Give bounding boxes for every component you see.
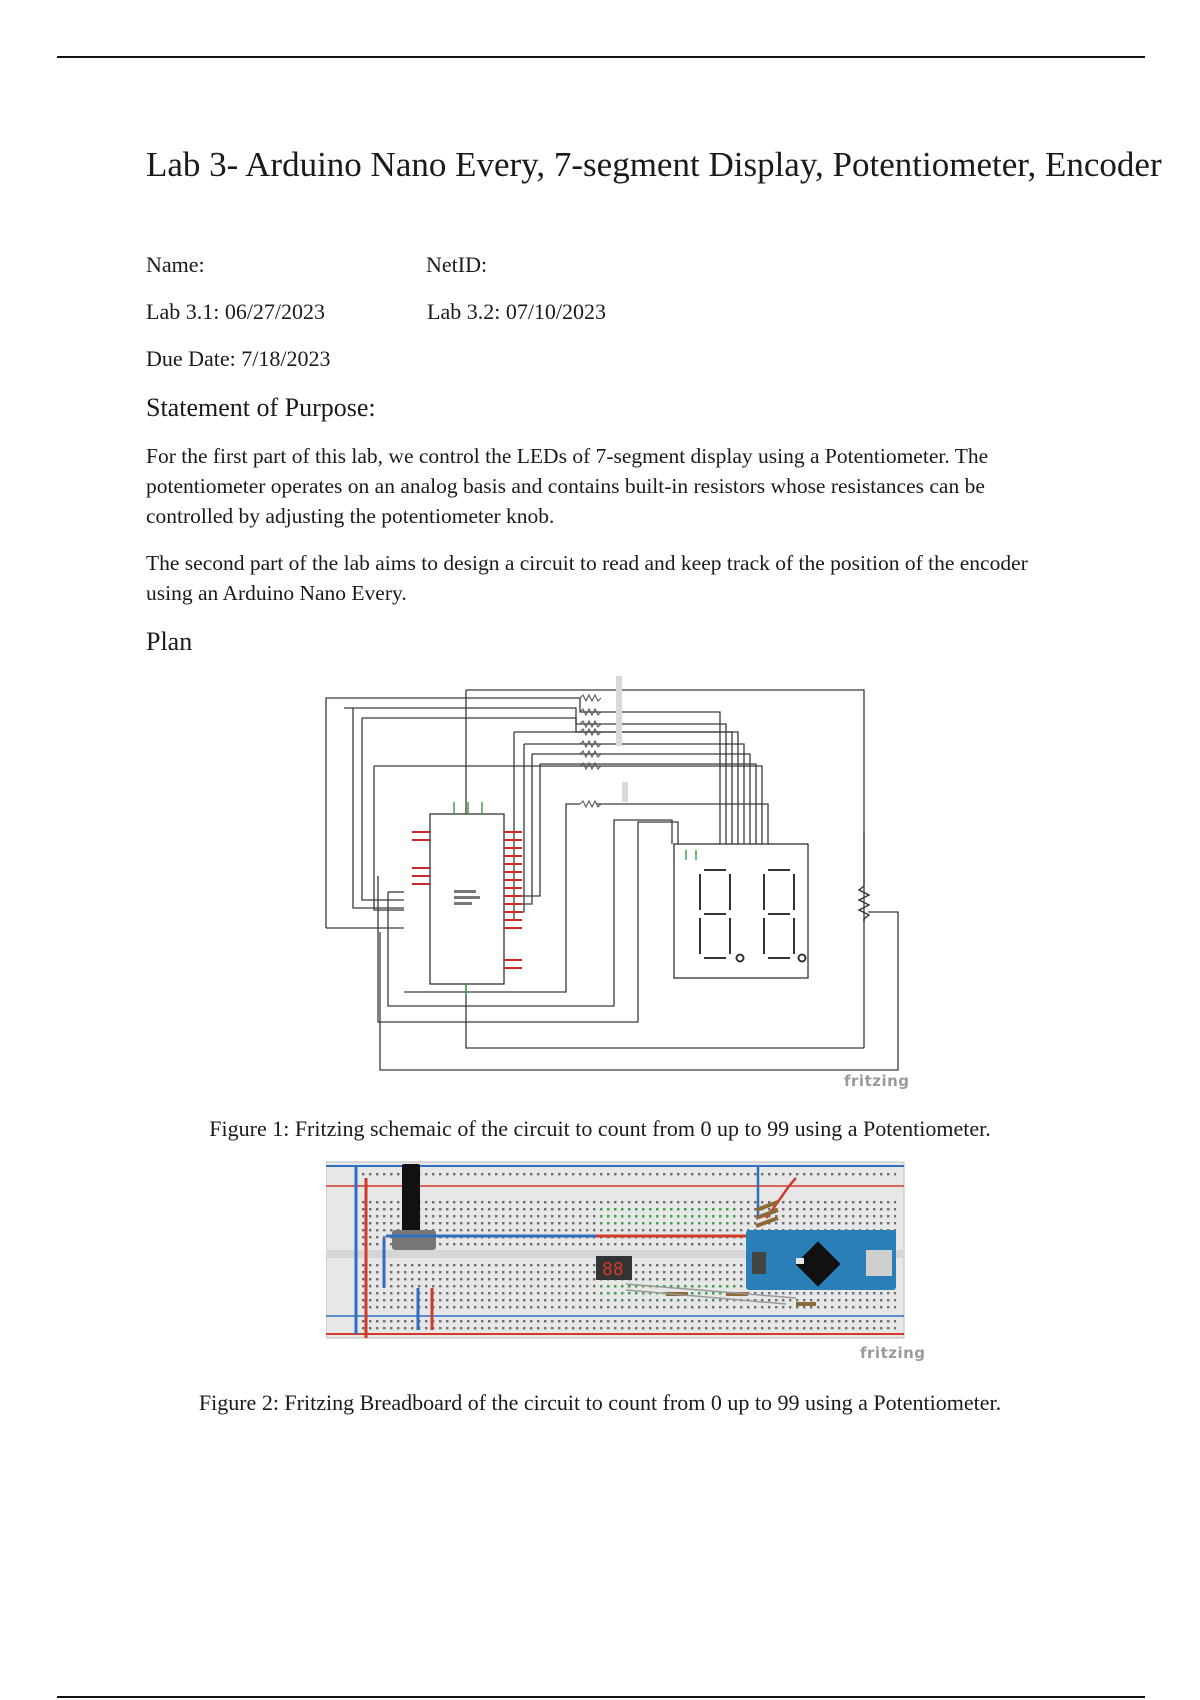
top-rule <box>57 56 1145 58</box>
plan-heading: Plan <box>146 627 193 656</box>
breadboard-diagram <box>326 1158 906 1348</box>
lab31-date: Lab 3.1: 06/27/2023 <box>146 299 326 324</box>
breadboard-watermark: fritzing <box>860 1344 926 1362</box>
bottom-rule <box>57 1696 1145 1698</box>
document-title: Lab 3- Arduino Nano Every, 7-segment Display, Potentiometer, Encoder <box>146 145 1162 184</box>
svg-text:88: 88 <box>602 1259 624 1280</box>
netid-label: NetID: <box>426 252 488 277</box>
purpose-heading: Statement of Purpose: <box>146 393 376 422</box>
schematic-watermark: fritzing <box>844 1072 910 1090</box>
purpose-paragraph-1: For the first part of this lab, we control the LEDs of 7-segment display using a Potentiometer. The potentiometer operates on an analog basis and contains built-in resistors whose resistances can be controlled by adjusting the potentiometer knob. <box>146 444 989 528</box>
figure-2-caption: Figure 2: Fritzing Breadboard of the circuit to count from 0 up to 99 using a Potentiometer. <box>198 1390 1002 1415</box>
name-label: Name: <box>146 252 205 277</box>
lab32-date: Lab 3.2: 07/10/2023 <box>427 299 607 324</box>
purpose-paragraph-2: The second part of the lab aims to design a circuit to read and keep track of the position of the encoder using an Arduino Nano Every. <box>146 551 1028 605</box>
figure-1-caption: Figure 1: Fritzing schemaic of the circuit to count from 0 up to 99 using a Potentiometer. <box>209 1116 991 1141</box>
due-date: Due Date: 7/18/2023 <box>146 346 331 371</box>
schematic-diagram <box>318 672 908 1100</box>
breadboard-figure <box>326 1158 926 1368</box>
schematic-figure <box>318 672 908 1100</box>
